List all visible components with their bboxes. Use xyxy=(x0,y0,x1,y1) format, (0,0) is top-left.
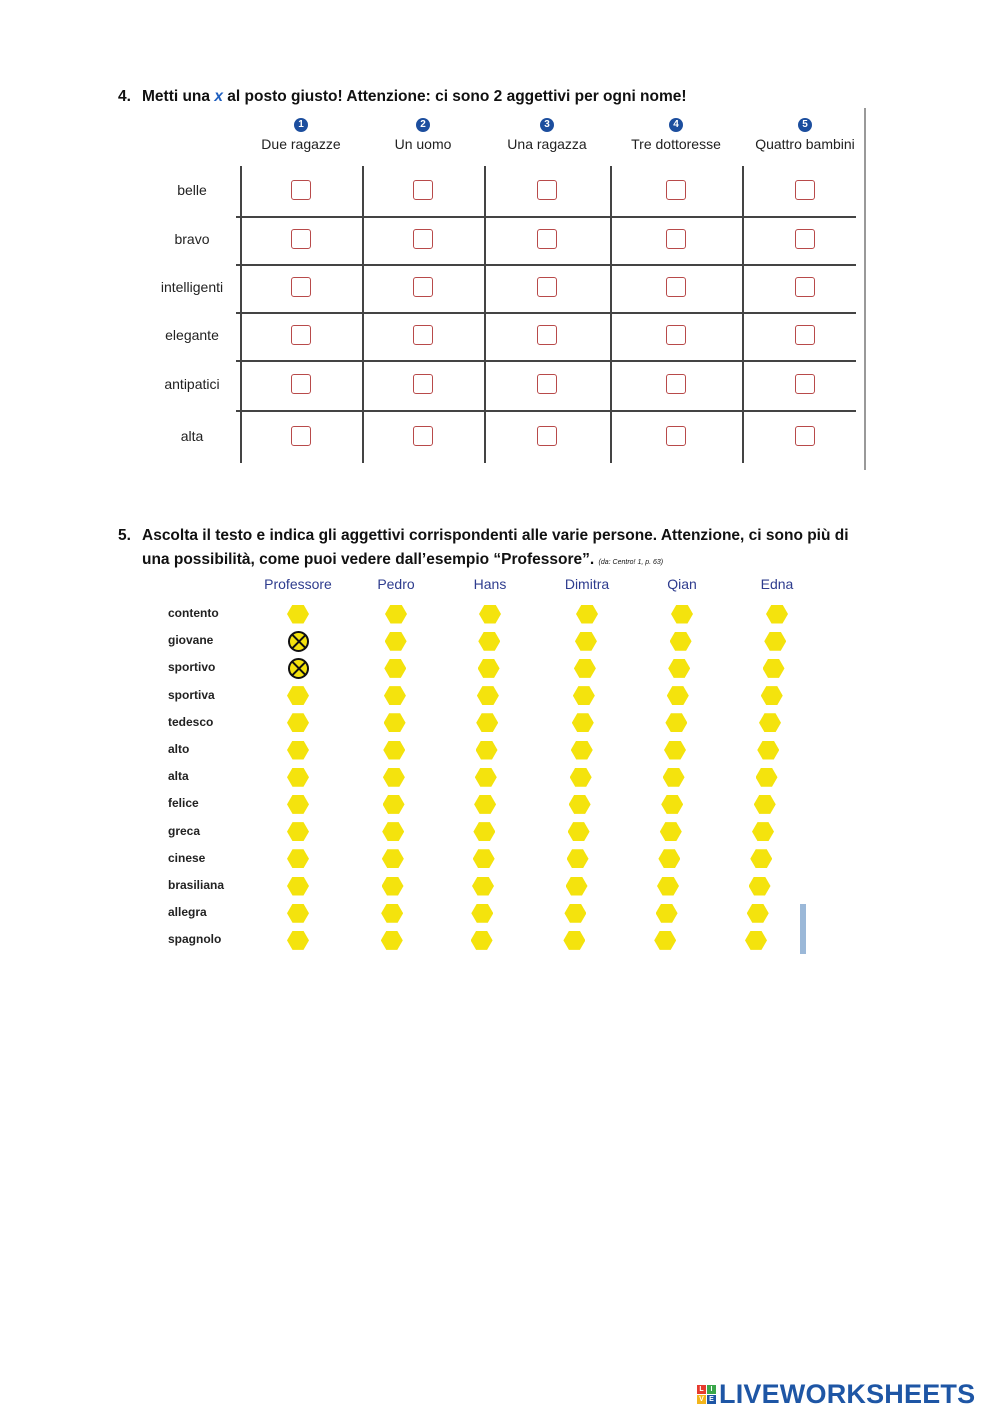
image-edge xyxy=(800,904,806,954)
answer-hexagon[interactable] xyxy=(382,877,404,896)
answer-hexagon[interactable] xyxy=(473,822,495,841)
answer-hexagon[interactable] xyxy=(287,605,309,624)
q5-number: 5. xyxy=(118,527,131,544)
answer-hexagon[interactable] xyxy=(656,904,678,923)
answer-hexagon[interactable] xyxy=(472,877,494,896)
logo-mark-icon xyxy=(697,1385,716,1404)
answer-checkbox[interactable] xyxy=(795,426,815,446)
answer-hexagon[interactable] xyxy=(287,877,309,896)
q4-column-header xyxy=(241,118,361,152)
logo-text: LIVEWORKSHEETS xyxy=(719,1378,976,1409)
answer-hexagon[interactable] xyxy=(287,686,309,705)
answer-hexagon[interactable] xyxy=(479,605,501,624)
table-divider xyxy=(610,166,612,463)
q5-column-header: Qian xyxy=(667,576,697,592)
q5-row-label: sportiva xyxy=(168,687,215,702)
answer-hexagon[interactable] xyxy=(382,849,404,868)
q5-row-label: contento xyxy=(168,606,219,620)
table-divider xyxy=(484,166,486,463)
answer-hexagon[interactable] xyxy=(477,686,499,705)
q4-row-label: bravo xyxy=(174,231,210,247)
answer-hexagon[interactable] xyxy=(568,822,590,841)
x-mark-icon: x xyxy=(214,88,223,105)
answer-hexagon[interactable] xyxy=(757,741,779,760)
answer-hexagon[interactable] xyxy=(566,877,588,896)
answer-checkbox[interactable] xyxy=(666,325,686,345)
answer-checkbox[interactable] xyxy=(413,229,433,249)
number-badge-icon: 3 xyxy=(540,118,554,132)
answer-checkbox[interactable] xyxy=(537,325,557,345)
answer-checkbox[interactable] xyxy=(795,180,815,200)
answer-checkbox[interactable] xyxy=(291,180,311,200)
answer-checkbox[interactable] xyxy=(666,180,686,200)
answer-hexagon[interactable] xyxy=(570,768,592,787)
answer-hexagon[interactable] xyxy=(563,931,585,950)
answer-hexagon[interactable] xyxy=(381,931,403,950)
answer-hexagon[interactable] xyxy=(287,849,309,868)
answer-checkbox[interactable] xyxy=(413,325,433,345)
answer-hexagon[interactable] xyxy=(665,713,687,732)
answer-checkbox[interactable] xyxy=(291,374,311,394)
answer-hexagon[interactable] xyxy=(660,822,682,841)
answer-checkbox[interactable] xyxy=(413,374,433,394)
logo-letter: V xyxy=(697,1395,706,1404)
q5-title xyxy=(118,524,849,575)
answer-hexagon[interactable] xyxy=(473,849,495,868)
answer-hexagon[interactable] xyxy=(478,659,500,678)
q4-column-name: Due ragazze xyxy=(261,136,341,152)
q5-row-label: greca xyxy=(168,823,201,838)
answer-hexagon[interactable] xyxy=(287,741,309,760)
table-divider xyxy=(362,166,364,463)
q4-column-name: Quattro bambini xyxy=(755,136,855,152)
answer-hexagon[interactable] xyxy=(381,904,403,923)
liveworksheets-logo xyxy=(697,1378,975,1410)
answer-checkbox[interactable] xyxy=(537,374,557,394)
q5-row-label: tedesco xyxy=(168,714,214,729)
answer-checkbox[interactable] xyxy=(795,325,815,345)
q5-column-header: Pedro xyxy=(377,576,415,592)
answer-hexagon[interactable] xyxy=(670,632,692,651)
q5-row-label: sportivo xyxy=(168,660,216,675)
answer-hexagon[interactable] xyxy=(478,632,500,651)
logo-letter: L xyxy=(697,1385,706,1394)
answer-hexagon[interactable] xyxy=(474,795,496,814)
answer-hexagon[interactable] xyxy=(385,632,407,651)
q4-column-name: Tre dottoresse xyxy=(631,136,721,152)
q4-text-before: Metti una xyxy=(142,88,211,105)
marked-answer-icon[interactable] xyxy=(288,631,309,652)
answer-checkbox[interactable] xyxy=(413,426,433,446)
answer-hexagon[interactable] xyxy=(657,877,679,896)
q4-column-header xyxy=(363,118,483,152)
q5-column-header: Dimitra xyxy=(564,576,610,592)
q5-row-label: cinese xyxy=(168,850,206,865)
q4-column-name: Un uomo xyxy=(394,136,452,152)
logo-letter: I xyxy=(707,1385,716,1394)
table-divider xyxy=(236,216,856,218)
answer-checkbox[interactable] xyxy=(291,229,311,249)
answer-checkbox[interactable] xyxy=(413,277,433,297)
q4-number: 4. xyxy=(118,88,131,105)
answer-checkbox[interactable] xyxy=(537,229,557,249)
answer-hexagon[interactable] xyxy=(661,795,683,814)
q4-title xyxy=(118,85,687,109)
table-divider xyxy=(236,360,856,362)
answer-hexagon[interactable] xyxy=(745,931,767,950)
answer-hexagon[interactable] xyxy=(287,931,309,950)
answer-hexagon[interactable] xyxy=(476,741,498,760)
q4-table xyxy=(140,108,868,473)
q5-row-label: brasiliana xyxy=(168,878,225,892)
answer-hexagon[interactable] xyxy=(761,686,783,705)
q5-line2: una possibilità, come puoi vedere dall’esempio “Professore”. xyxy=(142,551,595,568)
answer-hexagon[interactable] xyxy=(750,849,772,868)
table-divider xyxy=(240,166,242,463)
answer-hexagon[interactable] xyxy=(569,795,591,814)
answer-checkbox[interactable] xyxy=(666,277,686,297)
q4-column-header xyxy=(745,118,865,152)
number-badge-icon: 4 xyxy=(669,118,683,132)
answer-hexagon[interactable] xyxy=(287,795,309,814)
q4-column-header xyxy=(616,118,736,152)
q4-row-label: elegante xyxy=(165,327,219,343)
answer-hexagon[interactable] xyxy=(654,931,676,950)
answer-hexagon[interactable] xyxy=(571,741,593,760)
q5-source: (da: Centro! 1, p. 63) xyxy=(598,559,664,566)
marked-answer-icon[interactable] xyxy=(288,658,309,679)
q5-column-header: Hans xyxy=(473,576,507,592)
answer-hexagon[interactable] xyxy=(385,605,407,624)
answer-hexagon[interactable] xyxy=(756,768,778,787)
number-badge-icon: 2 xyxy=(416,118,430,132)
answer-checkbox[interactable] xyxy=(795,374,815,394)
q5-row-label: giovane xyxy=(168,633,214,648)
number-badge-icon: 1 xyxy=(294,118,308,132)
answer-hexagon[interactable] xyxy=(564,904,586,923)
answer-hexagon[interactable] xyxy=(668,659,690,678)
answer-hexagon[interactable] xyxy=(575,632,597,651)
answer-hexagon[interactable] xyxy=(383,768,405,787)
answer-hexagon[interactable] xyxy=(287,904,309,923)
q5-row-label: felice xyxy=(168,796,199,811)
answer-hexagon[interactable] xyxy=(567,849,589,868)
answer-hexagon[interactable] xyxy=(382,822,404,841)
answer-hexagon[interactable] xyxy=(383,795,405,814)
table-divider xyxy=(236,264,856,266)
answer-hexagon[interactable] xyxy=(384,713,406,732)
q4-row-label: belle xyxy=(177,182,207,198)
number-badge-icon: 5 xyxy=(798,118,812,132)
answer-hexagon[interactable] xyxy=(576,605,598,624)
answer-hexagon[interactable] xyxy=(287,713,309,732)
q4-row-label: intelligenti xyxy=(160,279,224,295)
answer-checkbox[interactable] xyxy=(537,277,557,297)
answer-hexagon[interactable] xyxy=(287,768,309,787)
answer-hexagon[interactable] xyxy=(764,632,786,651)
q4-row-label: antipatici xyxy=(164,376,220,392)
answer-checkbox[interactable] xyxy=(795,277,815,297)
q5-column-header: Professore xyxy=(264,576,332,592)
answer-hexagon[interactable] xyxy=(471,904,493,923)
q4-row-label: alta xyxy=(180,427,204,444)
table-divider xyxy=(236,410,856,412)
answer-checkbox[interactable] xyxy=(413,180,433,200)
answer-hexagon[interactable] xyxy=(749,877,771,896)
answer-hexagon[interactable] xyxy=(383,741,405,760)
q5-column-header: Edna xyxy=(760,576,794,592)
answer-hexagon[interactable] xyxy=(671,605,693,624)
answer-hexagon[interactable] xyxy=(287,822,309,841)
answer-hexagon[interactable] xyxy=(658,849,680,868)
answer-hexagon[interactable] xyxy=(476,713,498,732)
answer-checkbox[interactable] xyxy=(291,426,311,446)
answer-checkbox[interactable] xyxy=(666,229,686,249)
answer-hexagon[interactable] xyxy=(763,659,785,678)
answer-checkbox[interactable] xyxy=(666,374,686,394)
answer-hexagon[interactable] xyxy=(384,686,406,705)
q5-line1: Ascolta il testo e indica gli aggettivi corrispondenti alle varie persone. Attenzione, ci sono più di xyxy=(142,527,849,544)
answer-hexagon[interactable] xyxy=(574,659,596,678)
answer-hexagon[interactable] xyxy=(471,931,493,950)
answer-checkbox[interactable] xyxy=(537,180,557,200)
answer-hexagon[interactable] xyxy=(752,822,774,841)
answer-hexagon[interactable] xyxy=(667,686,689,705)
answer-hexagon[interactable] xyxy=(747,904,769,923)
q4-column-header xyxy=(487,118,607,152)
logo-letter: E xyxy=(707,1395,716,1404)
answer-hexagon[interactable] xyxy=(475,768,497,787)
answer-checkbox[interactable] xyxy=(666,426,686,446)
table-divider xyxy=(864,108,866,470)
q4-column-name: Una ragazza xyxy=(507,136,587,152)
answer-checkbox[interactable] xyxy=(291,325,311,345)
q5-row-label: allegra xyxy=(168,905,207,920)
table-divider xyxy=(236,312,856,314)
q5-row-label: alto xyxy=(168,742,190,756)
answer-hexagon[interactable] xyxy=(384,659,406,678)
answer-checkbox[interactable] xyxy=(291,277,311,297)
answer-checkbox[interactable] xyxy=(795,229,815,249)
answer-hexagon[interactable] xyxy=(663,768,685,787)
q5-row-label: spagnolo xyxy=(168,932,222,947)
answer-hexagon[interactable] xyxy=(766,605,788,624)
answer-hexagon[interactable] xyxy=(572,713,594,732)
answer-hexagon[interactable] xyxy=(664,741,686,760)
answer-hexagon[interactable] xyxy=(759,713,781,732)
q5-row-label: alta xyxy=(168,769,189,784)
answer-hexagon[interactable] xyxy=(573,686,595,705)
q4-text-after: al posto giusto! Attenzione: ci sono 2 aggettivi per ogni nome! xyxy=(227,88,687,105)
answer-checkbox[interactable] xyxy=(537,426,557,446)
table-divider xyxy=(742,166,744,463)
q5-table xyxy=(160,574,810,959)
answer-hexagon[interactable] xyxy=(754,795,776,814)
